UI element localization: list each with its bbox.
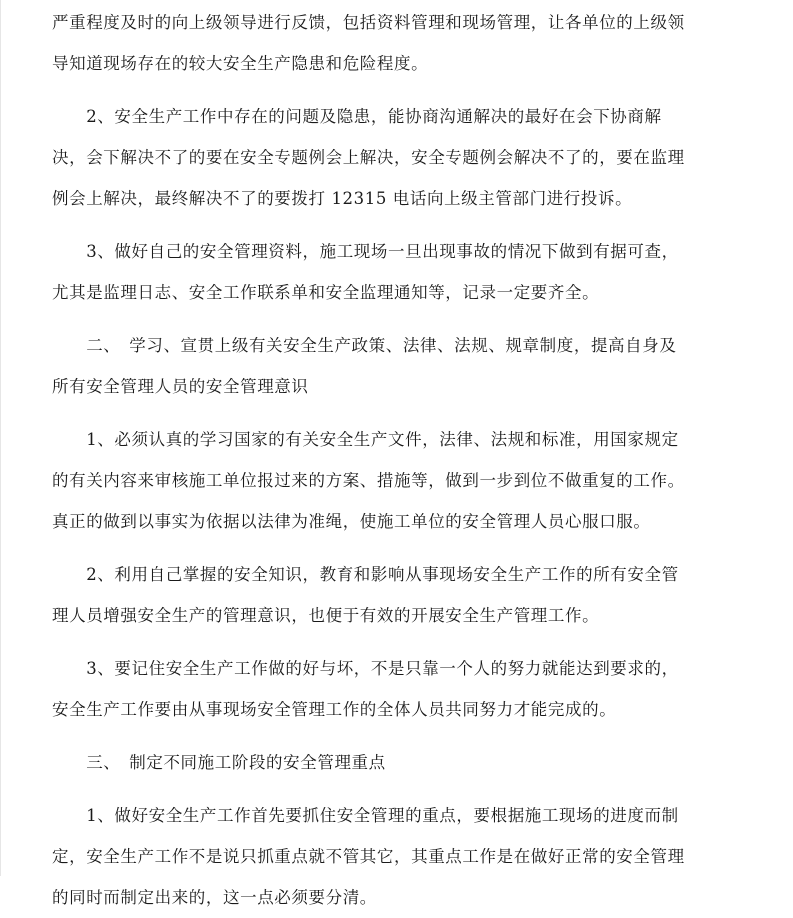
paragraph-line: 决，会下解决不了的要在安全专题例会上解决，安全专题例会解决不了的，要在监理: [52, 148, 685, 167]
paragraph-line: 的有关内容来审核施工单位报过来的方案、措施等，做到一步到位不做重复的工作。: [52, 471, 685, 490]
paragraph: [52, 648, 679, 730]
page-edge-divider: [0, 0, 1, 876]
paragraph: [52, 419, 685, 542]
paragraph-line: 真正的做到以事实为依据以法律为准绳，使施工单位的安全管理人员心服口服。: [52, 512, 651, 531]
paragraph: [52, 96, 685, 219]
paragraph-line: 所有安全管理人员的安全管理意识: [52, 377, 309, 396]
paragraph-line: 1、必须认真的学习国家的有关安全生产文件，法律、法规和标准，用国家规定: [52, 430, 679, 449]
paragraph-line: 二、 学习、宣贯上级有关安全生产政策、法律、法规、规章制度，提高自身及: [52, 336, 677, 355]
paragraph: [52, 554, 679, 636]
paragraph-line: 的同时而制定出来的，这一点必须要分清。: [52, 888, 377, 907]
paragraph-line: 例会上解决，最终解决不了的要拨打 12315 电话向上级主管部门进行投诉。: [52, 189, 633, 208]
paragraph-line: 3、要记住安全生产工作做的好与坏，不是只靠一个人的努力就能达到要求的，: [52, 659, 679, 678]
paragraph-line: 2、安全生产工作中存在的问题及隐患，能协商沟通解决的最好在会下协商解: [52, 107, 662, 126]
paragraph: [52, 2, 685, 84]
paragraph-line: 严重程度及时的向上级领导进行反馈，包括资料管理和现场管理，让各单位的上级领: [52, 13, 685, 32]
paragraph-line: 理人员增强安全生产的管理意识，也便于有效的开展安全生产管理工作。: [52, 606, 600, 625]
paragraph: [52, 742, 386, 783]
paragraph-line: 2、利用自己掌握的安全知识，教育和影响从事现场安全生产工作的所有安全管: [52, 565, 679, 584]
paragraph-line: 3、做好自己的安全管理资料，施工现场一旦出现事故的情况下做到有据可查，: [52, 242, 679, 261]
paragraph-line: 导知道现场存在的较大安全生产隐患和危险程度。: [52, 54, 429, 73]
paragraph: [52, 231, 679, 313]
paragraph: [52, 795, 685, 918]
paragraph-line: 定，安全生产工作不是说只抓重点就不管其它，其重点工作是在做好正常的安全管理: [52, 847, 685, 866]
paragraph-line: 安全生产工作要由从事现场安全管理工作的全体人员共同努力才能完成的。: [52, 700, 617, 719]
paragraph: [52, 325, 676, 407]
paragraph-line: 三、 制定不同施工阶段的安全管理重点: [52, 753, 386, 772]
paragraph-line: 1、做好安全生产工作首先要抓住安全管理的重点，要根据施工现场的进度而制: [52, 806, 679, 825]
paragraph-line: 尤其是监理日志、安全工作联系单和安全监理通知等，记录一定要齐全。: [52, 283, 600, 302]
